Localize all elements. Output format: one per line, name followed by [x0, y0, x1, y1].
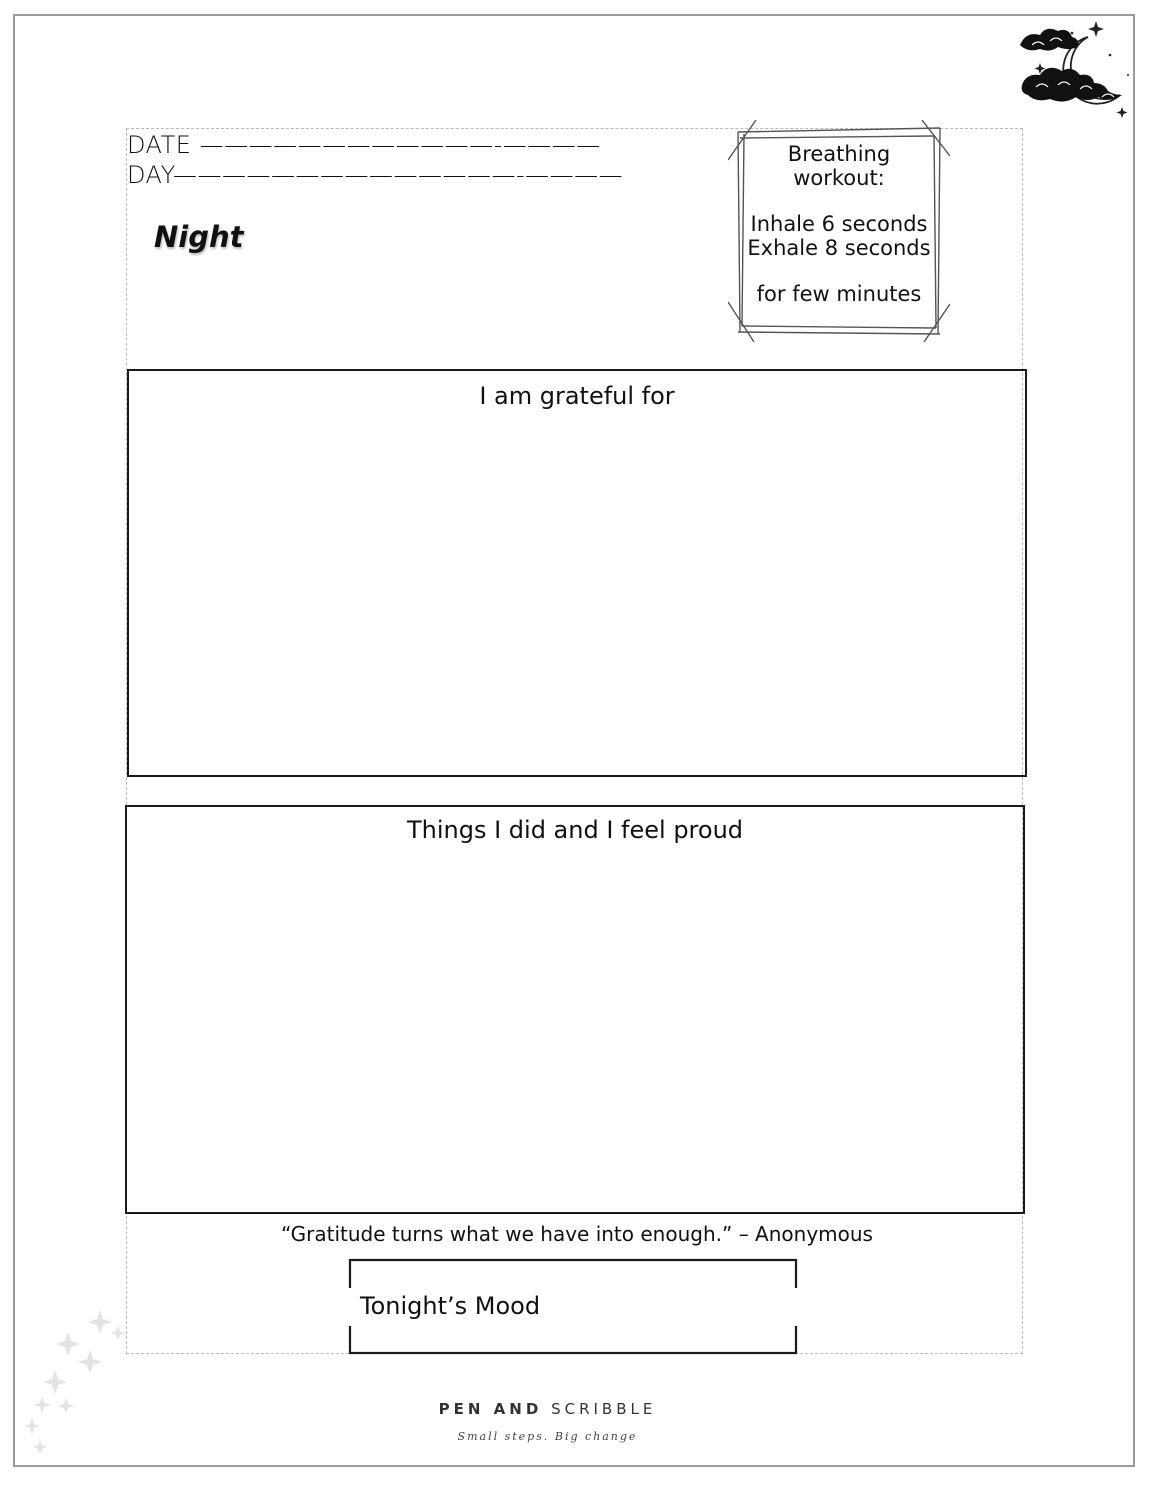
- grateful-label: I am grateful for: [479, 382, 675, 410]
- breathing-line-5: for few minutes: [756, 282, 922, 306]
- day-label: DAY: [127, 161, 173, 189]
- brand-part-2: SCRIBBLE: [551, 1400, 657, 1418]
- proud-writing-area[interactable]: [125, 805, 1025, 1214]
- crescent-moon-clouds-icon: [1010, 15, 1138, 130]
- brand-tagline: Small steps. Big change: [457, 1430, 638, 1443]
- quote: “Gratitude turns what we have into enough.” – Anonymous: [281, 1222, 873, 1246]
- breathing-line-4: Exhale 8 seconds: [747, 236, 931, 260]
- page-title: Night: [154, 220, 244, 254]
- sparkles-icon: [20, 1300, 130, 1470]
- grateful-writing-area[interactable]: [127, 369, 1027, 777]
- date-label: DATE: [127, 131, 192, 159]
- breathing-workout-box: [728, 120, 950, 342]
- day-field: [127, 161, 623, 189]
- brand-part-1: PEN AND: [438, 1400, 543, 1418]
- breathing-line-1: Breathing: [787, 142, 891, 166]
- mood-box[interactable]: [348, 1258, 798, 1355]
- brand-logo: [0, 1400, 1095, 1418]
- date-underline: ————————————-————: [199, 131, 601, 159]
- mood-label: Tonight’s Mood: [360, 1292, 541, 1320]
- breathing-line-2: workout:: [793, 166, 885, 190]
- breathing-line-3: Inhale 6 seconds: [750, 212, 928, 236]
- day-underline: ——————————————-————: [172, 161, 624, 189]
- proud-label: Things I did and I feel proud: [406, 816, 744, 844]
- date-field: [127, 131, 601, 159]
